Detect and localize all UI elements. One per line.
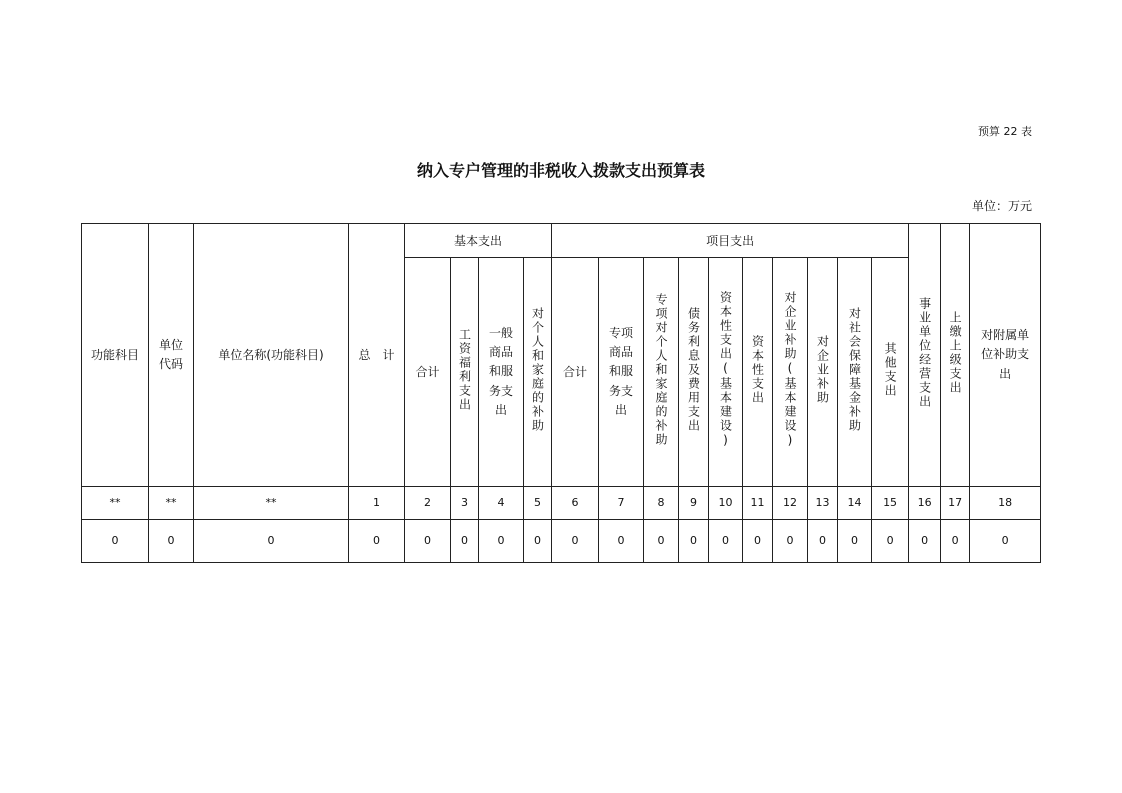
header-project-debt: 债务利息及费用支出 (679, 258, 709, 487)
data-cell: 0 (941, 520, 970, 563)
index-cell: ** (149, 487, 194, 520)
header-project-capital: 资本性支出 (743, 258, 773, 487)
header-unit-code: 单位代码 (149, 224, 194, 487)
header-basic-salary: 工资福利支出 (451, 258, 479, 487)
index-cell: 18 (970, 487, 1041, 520)
index-cell: 1 (349, 487, 405, 520)
header-func-subject: 功能科目 (82, 224, 149, 487)
data-cell: 0 (349, 520, 405, 563)
page-title: 纳入专户管理的非税收入拨款支出预算表 (416, 161, 705, 180)
header-total: 总 计 (349, 224, 405, 487)
header-basic-group: 基本支出 (405, 224, 552, 258)
header-project-enterprise: 对企业补助 (808, 258, 838, 487)
data-cell: 0 (479, 520, 524, 563)
data-cell: 0 (451, 520, 479, 563)
header-project-total: 合计 (552, 258, 599, 487)
index-cell: 17 (941, 487, 970, 520)
data-cell: 0 (743, 520, 773, 563)
header-project-group: 项目支出 (552, 224, 909, 258)
data-cell: 0 (552, 520, 599, 563)
index-cell: 16 (909, 487, 941, 520)
data-cell: 0 (599, 520, 644, 563)
header-upper: 上缴上级支出 (941, 224, 970, 487)
data-cell: 0 (149, 520, 194, 563)
index-cell: ** (82, 487, 149, 520)
index-cell: 3 (451, 487, 479, 520)
header-project-social-security: 对社会保障基金补助 (838, 258, 872, 487)
header-project-capital-construction: 资本性支出(基本建设) (709, 258, 743, 487)
header-project-personal: 专项对个人和家庭的补助 (644, 258, 679, 487)
index-row (82, 487, 1041, 520)
data-cell: 0 (709, 520, 743, 563)
index-cell: 15 (872, 487, 909, 520)
header-affiliated: 对附属单位补助支出 (970, 224, 1041, 487)
index-cell: 8 (644, 487, 679, 520)
index-cell: 6 (552, 487, 599, 520)
header-basic-goods: 一般商品和服务支出 (479, 258, 524, 487)
data-cell: 0 (194, 520, 349, 563)
data-cell: 0 (970, 520, 1041, 563)
header-enterprise: 事业单位经营支出 (909, 224, 941, 487)
budget-table (81, 223, 1041, 563)
document-code: 预算 22 表 (978, 125, 1032, 138)
index-cell: 9 (679, 487, 709, 520)
header-project-other: 其他支出 (872, 258, 909, 487)
data-cell: 0 (872, 520, 909, 563)
data-cell: 0 (773, 520, 808, 563)
header-basic-total: 合计 (405, 258, 451, 487)
index-cell: 10 (709, 487, 743, 520)
data-cell: 0 (838, 520, 872, 563)
index-cell: 4 (479, 487, 524, 520)
data-row (82, 520, 1041, 563)
data-cell: 0 (524, 520, 552, 563)
data-cell: 0 (679, 520, 709, 563)
index-cell: 2 (405, 487, 451, 520)
data-cell: 0 (405, 520, 451, 563)
data-cell: 0 (644, 520, 679, 563)
data-cell: 0 (909, 520, 941, 563)
index-cell: 14 (838, 487, 872, 520)
index-cell: 12 (773, 487, 808, 520)
index-cell: 7 (599, 487, 644, 520)
data-cell: 0 (808, 520, 838, 563)
header-unit-name: 单位名称(功能科目) (194, 224, 349, 487)
header-project-goods: 专项商品和服务支出 (599, 258, 644, 487)
header-basic-personal: 对个人和家庭的补助 (524, 258, 552, 487)
unit-label: 单位：万元 (971, 199, 1032, 213)
index-cell: ** (194, 487, 349, 520)
index-cell: 11 (743, 487, 773, 520)
index-cell: 13 (808, 487, 838, 520)
index-cell: 5 (524, 487, 552, 520)
data-cell: 0 (82, 520, 149, 563)
header-project-enterprise-construction: 对企业补助(基本建设) (773, 258, 808, 487)
